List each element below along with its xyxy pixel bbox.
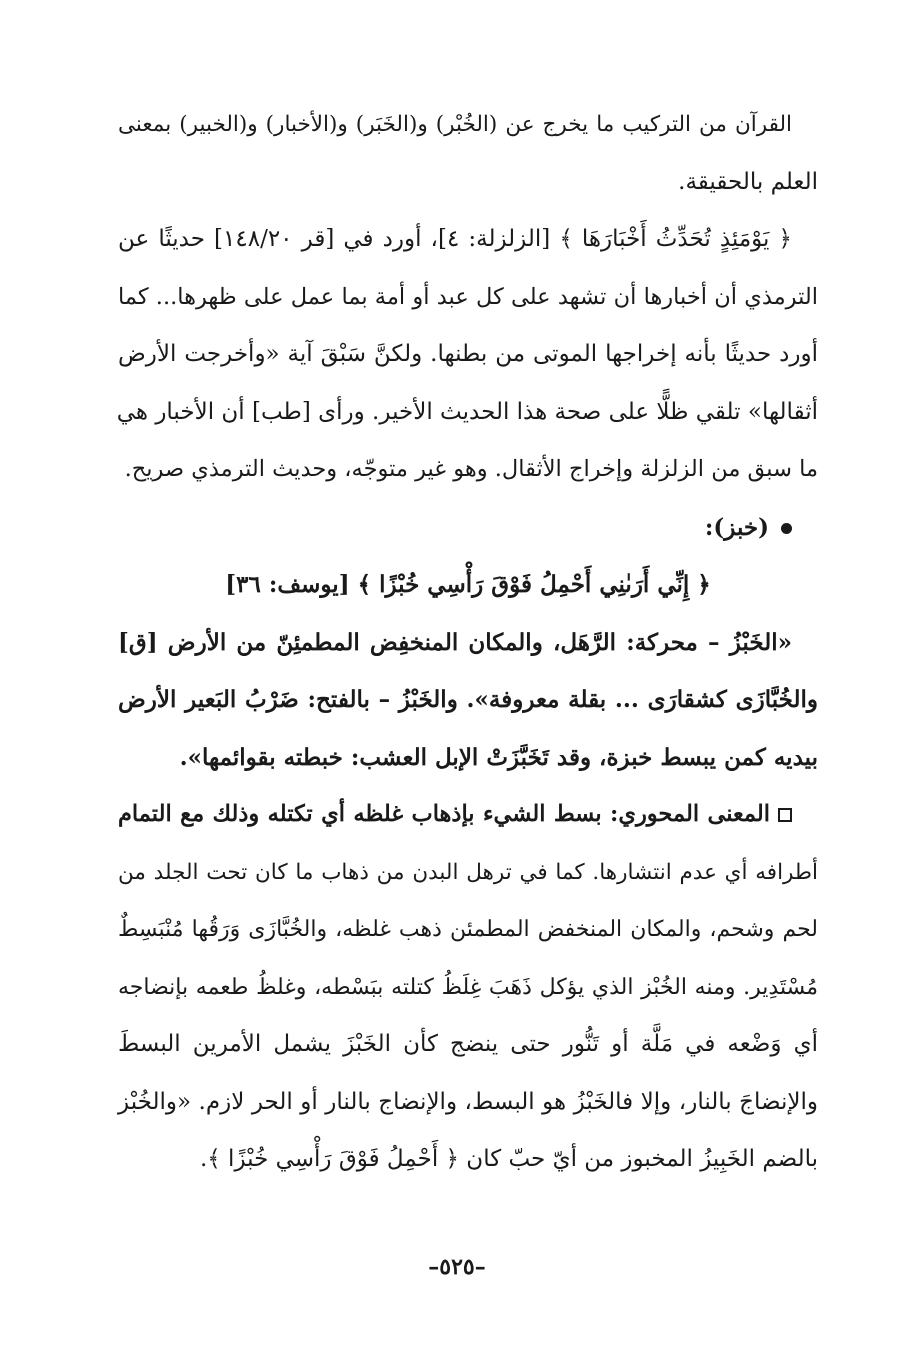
quran-verse: ﴿ إِنِّي أَرَىٰنِي أَحْمِلُ فَوْقَ رَأْسِي خُبْزًا ﴾ [يوسف: ٣٦]: [225, 571, 711, 598]
square-icon: [778, 808, 792, 822]
axis-meaning-text: المعنى المحوري: بسط الشيء بإذهاب غلظه أي تكتله وذلك مع التمام: [118, 801, 770, 827]
page-body: [118, 96, 818, 1189]
text-line: بالضم الخَبِيزُ المخبوز من أيّ حبّ كان ﴿ أَحْمِلُ فَوْقَ رَأْسِي خُبْزًا ﴾.: [199, 1146, 818, 1172]
page-number: –٥٢٥–: [428, 1254, 486, 1280]
text-line: والخُبَّازَى كشقارَى ... بقلة معروفة». والخَبْزُ – بالفتح: ضَرْبُ البَعير الأرض: [118, 686, 818, 713]
text-line: مُسْتَدِير. ومنه الخُبْز الذي يؤكل ذَهَبَ غِلَظُ كتلته ببَسْطه، وغلظُ طعمه بإنضاجه: [118, 974, 818, 1000]
section-heading-label: (خبز):: [704, 513, 769, 541]
text-line: بيديه كمن يبسط خبزة، وقد تَخَبَّزَتْ الإبل العشب: خبطته بقوائمها».: [179, 743, 818, 771]
text-line: «الخَبْزُ – محركة: الرَّهَل، والمكان المنخفِض المطمئِنّ من الأرض [ق]: [118, 628, 792, 656]
text-line: أطرافه أي عدم انتشارها. كما في ترهل البدن من ذهاب ما كان تحت الجلد من: [118, 859, 818, 885]
text-line: ما سبق من الزلزلة وإخراج الأثقال. وهو غير متوجّه، وحديث الترمذي صريح.: [124, 456, 818, 482]
text-line: الترمذي أن أخبارها أن تشهد على كل عبد أو أمة بما عمل على ظهرها... كما: [118, 283, 818, 310]
text-line: لحم وشحم، والمكان المنخفض المطمئن ذهب غلظه، والخُبَّازَى وَرَقُها مُنْبَسِطٌ: [118, 917, 818, 942]
text-line: ﴿ يَوْمَئِذٍ تُحَدِّثُ أَخْبَارَهَا ﴾ [الزلزلة: ٤]، أورد في [قر ١٤٨/٢٠] حديثًا عن: [118, 226, 793, 252]
bullet-icon: [781, 523, 792, 534]
axis-meaning-line: [118, 786, 818, 844]
text-line: العلم بالحقيقة.: [678, 168, 818, 195]
text-line: القرآن من التركيب ما يخرج عن (الخُبْر) و(الخَبَر) و(الأخبار) و(الخبير) بمعنى: [118, 112, 792, 137]
text-line: والإنضاجَ بالنار، وإلا فالخَبْزُ هو البسط، والإنضاج بالنار أو الحر لازم. «والخُبْز: [118, 1088, 818, 1115]
text-line: أثقالها» تلقي ظلًّا على صحة هذا الحديث الأخير. ورأى [طب] أن الأخبار هي: [116, 398, 818, 425]
text-line: أي وَضْعه في مَلَّة أو تَنُّور حتى ينضج كأن الخَبْزَ يشمل الأمرين البسطَ: [118, 1031, 818, 1057]
text-line: أورد حديثًا بأنه إخراجها الموتى من بطنها. ولكنَّ سَبْقَ آية «وأخرجت الأرض: [118, 341, 818, 367]
section-heading: [118, 499, 818, 557]
